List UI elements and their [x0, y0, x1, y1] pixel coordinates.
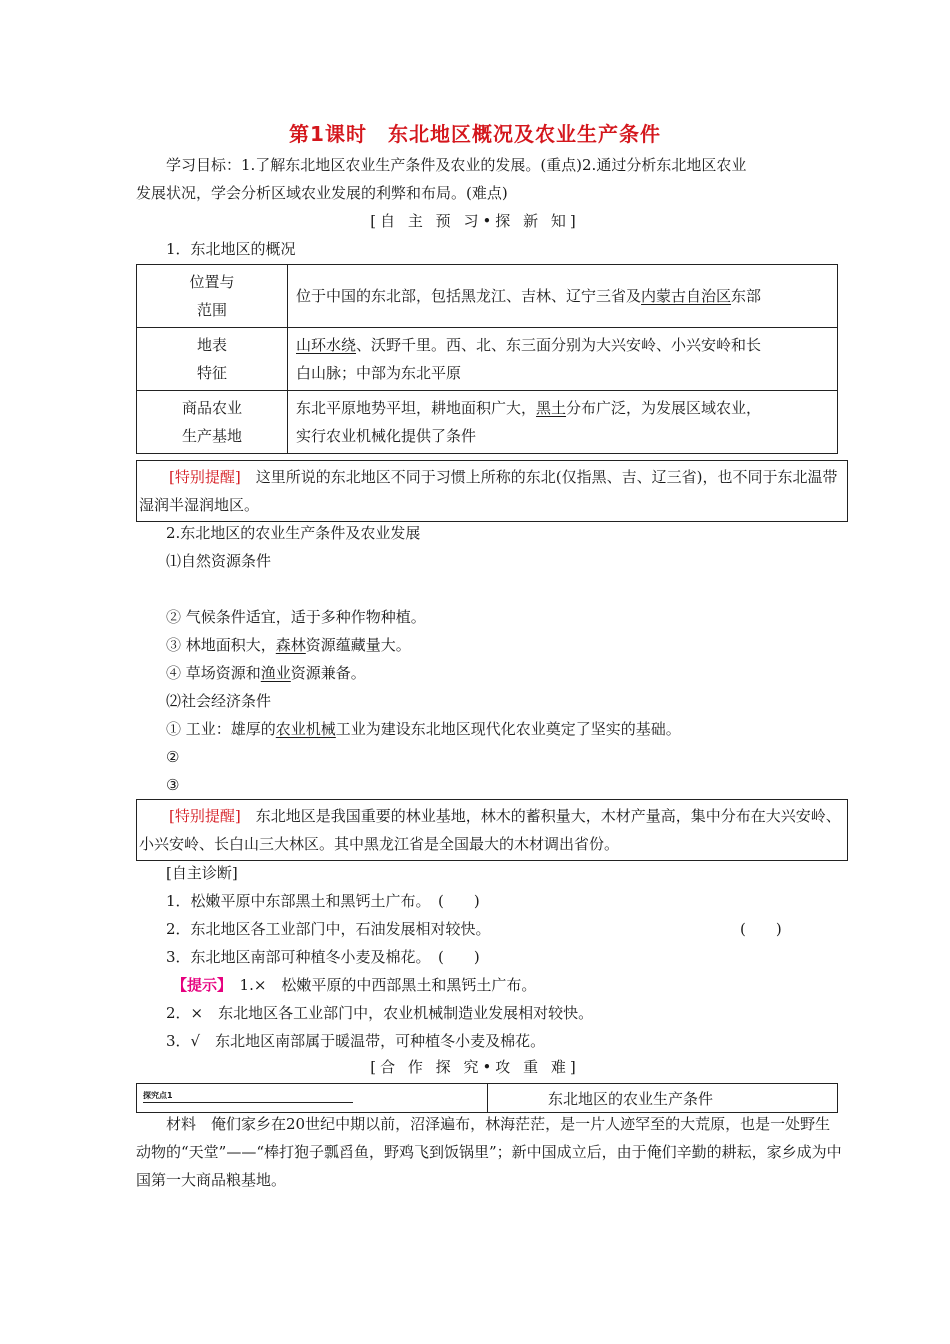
content-text: 东北平原地势平坦，耕地面积广大， — [296, 399, 537, 417]
table-row — [137, 328, 838, 391]
page-title: 第1课时 东北地区概况及农业生产条件 — [289, 122, 661, 146]
heading-overview: 1．东北地区的概况 — [166, 240, 296, 258]
row-header-line: 商品农业 — [181, 399, 242, 417]
table-row — [137, 265, 838, 328]
row-content — [288, 328, 838, 391]
explore-point-table — [136, 1083, 838, 1113]
content-text: 白山脉；中部为东北平原 — [296, 364, 462, 382]
row-header-line: 范围 — [196, 301, 227, 319]
item-climate: ② 气候条件适宜，适于多种作物种植。 — [166, 608, 426, 626]
diagnosis-question-1: 1．松嫩平原中东部黑土和黑钙土广布。 ( ) — [166, 892, 480, 910]
item-text: 工业为建设东北地区现代化农业奠定了坚实的基础。 — [335, 720, 681, 738]
row-header-line: 位置与 — [189, 273, 235, 291]
row-header-line: 特征 — [196, 364, 227, 382]
reminder-label: [特别提醒] — [169, 468, 241, 486]
answer-text: 1.× 松嫩平原的中西部黑土和黑钙土广布。 — [239, 976, 537, 994]
row-content — [288, 391, 838, 454]
reminder-text: 这里所说的东北地区不同于习惯上所称的东北(仅指黑、吉、辽三省)，也不同于东北温带湿润半湿润地区。 — [139, 468, 838, 514]
underlined-answer: 渔业 — [260, 664, 291, 682]
overview-table — [136, 264, 838, 454]
content-text: 位于中国的东北部，包括黑龙江、吉林、辽宁三省及 — [296, 287, 642, 305]
explore-tag-cell — [137, 1084, 488, 1113]
content-text: 、沃野千里。西、北、东三面分别为大兴安岭、小兴安岭和长 — [356, 336, 762, 354]
explore-point-tag: 探究点1 — [143, 1090, 353, 1103]
objectives-line-2: 发展状况，学会分析区域农业发展的利弊和布局。(难点) — [136, 184, 508, 202]
tip-label: 【提示】 — [172, 976, 225, 994]
underlined-answer: 农业机械 — [275, 720, 336, 738]
section-explore-heading: [合 作 探 究•攻 重 难] — [370, 1058, 580, 1076]
content-text: 东部 — [731, 287, 762, 305]
sub-heading-natural: ⑴自然资源条件 — [166, 552, 272, 570]
explore-topic: 东北地区的农业生产条件 — [488, 1084, 838, 1113]
item-blank-3: ③ — [166, 776, 180, 794]
content-text: 实行农业机械化提供了条件 — [296, 427, 477, 445]
row-content — [288, 265, 838, 328]
row-header — [137, 265, 288, 328]
underlined-answer: 黑土 — [536, 399, 567, 417]
heading-conditions: 2.东北地区的农业生产条件及农业发展 — [166, 524, 421, 542]
content-text: 分布广泛，为发展区域农业， — [566, 399, 762, 417]
underlined-answer: 内蒙古自治区 — [641, 287, 732, 305]
special-reminder-box — [136, 799, 848, 861]
item-text: 资源蕴藏量大。 — [305, 636, 411, 654]
row-header-line: 地表 — [196, 336, 227, 354]
item-text: ④ 草场资源和 — [166, 664, 261, 682]
material-paragraph: 材料 俺们家乡在20世纪中期以前，沼泽遍布，林海茫茫，是一片人迹罕至的大荒原，也是一处野生动物的“天堂”——“棒打狍子瓢舀鱼，野鸡飞到饭锅里”；新中国成立后，由于俺们辛勤的耕耘，家乡成为中国第一大商品粮基地。 — [136, 1115, 842, 1189]
row-header — [137, 391, 288, 454]
special-reminder-box — [136, 460, 848, 522]
tip-answer-1 — [172, 973, 536, 997]
item-industry — [166, 717, 681, 741]
objectives-line-1: 学习目标：1.了解东北地区农业生产条件及农业的发展。(重点)2.通过分析东北地区农业 — [166, 156, 747, 174]
row-header — [137, 328, 288, 391]
row-header-line: 生产基地 — [181, 427, 242, 445]
item-forest — [166, 633, 411, 657]
item-text: ③ 林地面积大， — [166, 636, 276, 654]
tip-answer-3: 3．√ 东北地区南部属于暖温带，可种植冬小麦及棉花。 — [166, 1032, 546, 1050]
underlined-answer: 森林 — [275, 636, 306, 654]
diagnosis-question-2: 2．东北地区各工业部门中，石油发展相对较快。 — [166, 920, 491, 938]
sub-heading-economic: ⑵社会经济条件 — [166, 692, 272, 710]
diagnosis-heading: [自主诊断] — [166, 864, 238, 882]
section-preview-heading: [自 主 预 习•探 新 知] — [370, 212, 580, 230]
item-blank-2: ② — [166, 748, 180, 766]
reminder-label: [特别提醒] — [169, 807, 241, 825]
tip-answer-2: 2．× 东北地区各工业部门中，农业机械制造业发展相对较快。 — [166, 1004, 594, 1022]
item-grassland — [166, 661, 366, 685]
item-text: ① 工业：雄厚的 — [166, 720, 276, 738]
diagnosis-question-3: 3．东北地区南部可种植冬小麦及棉花。 ( ) — [166, 948, 480, 966]
underlined-answer: 山环水绕 — [296, 336, 357, 354]
item-text: 资源兼备。 — [290, 664, 366, 682]
answer-parentheses: ( ) — [740, 920, 782, 938]
table-row — [137, 391, 838, 454]
reminder-text: 东北地区是我国重要的林业基地，林木的蓄积量大，木材产量高，集中分布在大兴安岭、小兴安岭、长白山三大林区。其中黑龙江省是全国最大的木材调出省份。 — [139, 807, 841, 853]
